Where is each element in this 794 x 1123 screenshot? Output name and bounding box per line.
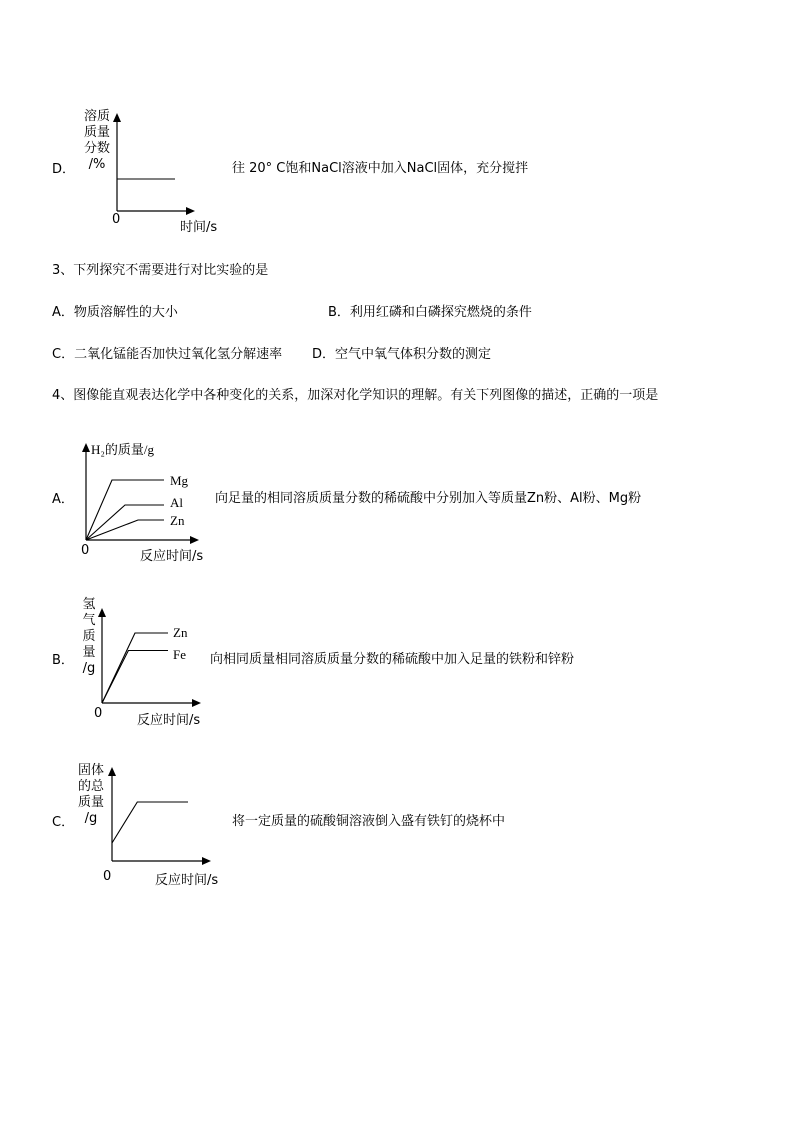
q4c-series-line <box>112 802 188 843</box>
q4-option-b-letter: B． <box>52 653 74 668</box>
q3-option-a-text: 物质溶解性的大小 <box>73 305 178 320</box>
q3-question: 3、下列探究不需要进行对比实验的是 <box>52 263 269 278</box>
q4-option-b-text: 向相同质量相同溶质质量分数的稀硫酸中加入足量的铁粉和锌粉 <box>210 652 575 667</box>
q4c-y-axis-arrow <box>108 767 116 776</box>
q3-option-d-text: 空气中氧气体积分数的测定 <box>335 347 492 362</box>
q4-option-c-text: 将一定质量的硫酸铜溶液倒入盛有铁钉的烧杯中 <box>232 814 506 829</box>
q2d-origin-label: 0 <box>112 212 121 227</box>
q4b-series-label-zn: Zn <box>173 625 188 640</box>
q4a-y-axis-label: H₂的质量/g <box>91 442 155 457</box>
q3-option-b-text: 利用红磷和白磷探究燃烧的条件 <box>349 305 532 320</box>
q4b-origin-label: 0 <box>94 706 103 721</box>
q4-option-a-text: 向足量的相同溶质质量分数的稀硫酸中分别加入等质量Zn粉、Al粉、Mg粉 <box>215 491 642 506</box>
q3-option-a-letter: A． <box>52 305 74 320</box>
q4c-y-axis-label: 固体 的总 质量 /g <box>77 763 104 826</box>
q4c-x-axis-label: 反应时间/s <box>155 873 219 888</box>
q4a-origin-label: 0 <box>81 543 90 558</box>
q4a-series-label-al: Al <box>170 495 183 510</box>
q3-option-b-letter: B． <box>328 305 350 320</box>
q4b-x-axis-label: 反应时间/s <box>137 713 201 728</box>
q4a-series-label-zn: Zn <box>170 513 185 528</box>
q4-question: 4、图像能直观表达化学中各种变化的关系，加深对化学知识的理解。有关下列图像的描述，正确的一项是 <box>52 388 659 403</box>
q3-option-d-letter: D． <box>312 347 336 362</box>
q4c-x-axis-arrow <box>202 857 211 865</box>
q4c-origin-label: 0 <box>103 869 112 884</box>
q4a-x-axis-label: 反应时间/s <box>140 549 204 564</box>
q2-option-d-text: 往 20° C饱和NaCl溶液中加入NaCl固体，充分搅拌 <box>232 161 529 176</box>
q3-option-c-letter: C． <box>52 347 75 362</box>
q2-option-d-letter: D． <box>52 162 76 177</box>
q2d-x-axis-label: 时间/s <box>180 220 218 235</box>
q2d-y-axis-label: 溶质 质量 分数 /% <box>83 109 110 172</box>
q4a-series-label-mg: Mg <box>170 473 189 488</box>
q4-option-c-letter: C． <box>52 815 75 830</box>
q3-option-c-text: 二氧化锰能否加快过氧化氢分解速率 <box>74 347 283 362</box>
q4-option-a-letter: A． <box>52 492 74 507</box>
q4b-series-label-fe: Fe <box>173 647 186 662</box>
q4b-y-axis-label: 氢 气 质 量 /g <box>82 597 96 676</box>
